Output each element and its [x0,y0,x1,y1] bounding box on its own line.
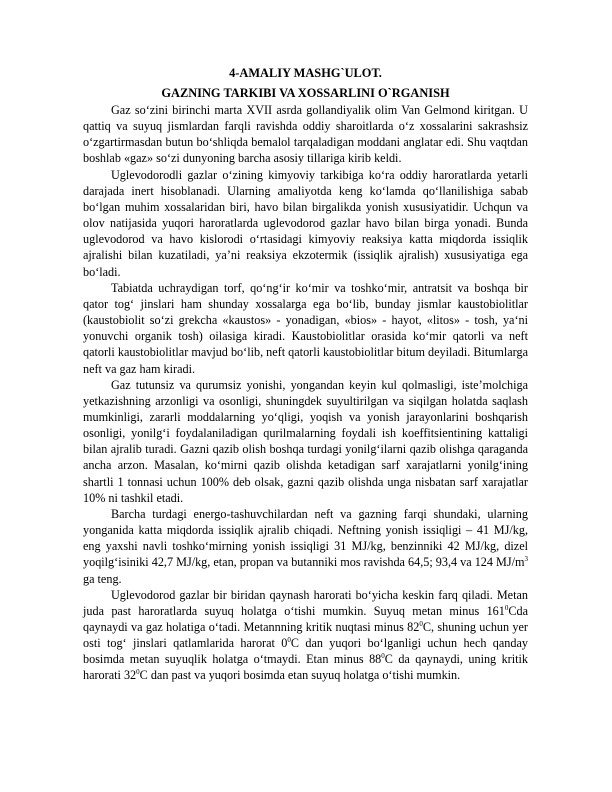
paragraph: Tabiatda uchraydigan torf, qo‘ng‘ir ko‘mir va toshko‘mir, antratsit va boshqa bir qator tog‘ jinslari ham shunday xossalarga ega bo‘lib, bunday jismlar kaustobiolitlar (kaustobiolit so‘zi grekcha «kaustos» - yonadigan, «bios» - hayot, «litos» - tosh, ya‘ni yonuvchi organik tosh) oilasiga kiradi. Kaustobiolitlar orasida ko‘mir qatorli va neft qatorli kaustobiolitlar mavjud bo‘lib, neft qatorli kaustobiolitlar bitum deyiladi. Bitumlarga neft va gaz ham kiradi. [83,280,528,376]
paragraph: Uglevodorod gazlar bir biridan qaynash harorati bo‘yicha keskin farq qiladi. Metan juda past haroratlarda suyuq holatga o‘tishi mumkin. Suyuq metan minus $161^0Cda$ qaynaydi va gaz holatiga o‘tadi. Metannning kritik nuqtasi minus $82^0C$, shuning uchun yer osti tog‘ jinslari qatlamlarida harorat $0^0C$ dan yuqori bo‘lganligi uchun hech qanday bosimda metan suyuqlik holatga o‘tmaydi. Etan minus $88^0C$ da qaynaydi, uning kritik harorati $32^0C$ dan past va yuqori bosimda etan suyuq holatga o‘tishi mumkin. [83,587,528,683]
document-page [83,66,528,684]
superscript: 0 [287,636,291,645]
paragraph: Uglevodorodli gazlar o‘zining kimyoviy tarkibiga ko‘ra oddiy haroratlarda yetarli darajada inert hisoblanadi. Ularning amaliyotda keng ko‘lamda qo‘llanilishiga sabab bo‘lgan muhim xossalaridan biri, havo bilan birgalikda yonish xususiyatidir. Uchqun va olov natijasida yuqori haroratlarda uglevodorod gazlar havo bilan birga yonadi. Bunda uglevodorod va havo kislorodi o‘rtasidagi kimyoviy reaksiya katta miqdorda issiqlik ajralishi bilan kuzatiladi, ya’ni reaksiya ekzotermik (issiqlik ajralish) xususiyatiga ega bo‘ladi. [83,167,528,279]
superscript: 0 [381,652,385,661]
paragraph: Gaz tutunsiz va qurumsiz yonishi, yongandan keyin kul qolmasligi, iste’molchiga yetkazishning arzonligi va osonligi, shuningdek suyultirilgan va siqilgan holatda saqlash mumkinligi, zararli moddalarning yo‘qligi, yoqish va yonish jarayonlarini boshqarish osonligi, yonilg‘i foydalaniladigan qurilmalarning foydali ish koeffitsientining kattaligi bilan ajralib turadi. Gazni qazib olish boshqa turdagi yonilg‘ilarni qazib olishga qaraganda ancha arzon. Masalan, ko‘mirni qazib olishda ketadigan sarf xarajatlarni yonilg‘ining shartli 1 tonnasi uchun 100% deb olsak, gazni qazib olishda unga nisbatan sarf xarajatlar 10% ni tashkil etadi. [83,377,528,505]
page-subtitle: GAZNING TARKIBI VA XOSSARLINI O`RGANISH [161,86,450,100]
paragraph: Barcha turdagi energo-tashuvchilardan neft va gazning farqi shundaki, ularning yonganida katta miqdorda issiqlik ajralib chiqadi. Neftning yonish issiqligi – 41 MJ/kg, eng yaxshi navli toshko‘mirning yonish issiqligi 31 MJ/kg, benzinniki 42 MJ/kg, dizel yoqilg‘isiniki 42,7 MJ/kg, etan, propan va butanniki mos ravishda 64,5; 93,4 va 124 $MJ/m^3$ ga teng. [83,506,528,586]
page-title: 4-AMALIY MASHG`ULOT. [229,66,382,80]
superscript: 0 [504,603,509,612]
paragraph: Gaz so‘zini birinchi marta XVII asrda gollandiyalik olim Van Gelmond kiritgan. U qattiq va suyuq jismlardan farqli ravishda oddiy sharoitlarda o‘z xossalarini sakrashsiz o‘zgartirmasdan butun bo‘shliqda bemalol tarqaladigan moddani anglatar edi. Shu vaqtdan boshlab «gaz» so‘zi dunyoning barcha asosiy tillariga kirib keldi. [83,103,528,166]
superscript: 0 [136,668,140,677]
superscript: 3 [524,555,528,564]
superscript: 0 [419,619,423,628]
